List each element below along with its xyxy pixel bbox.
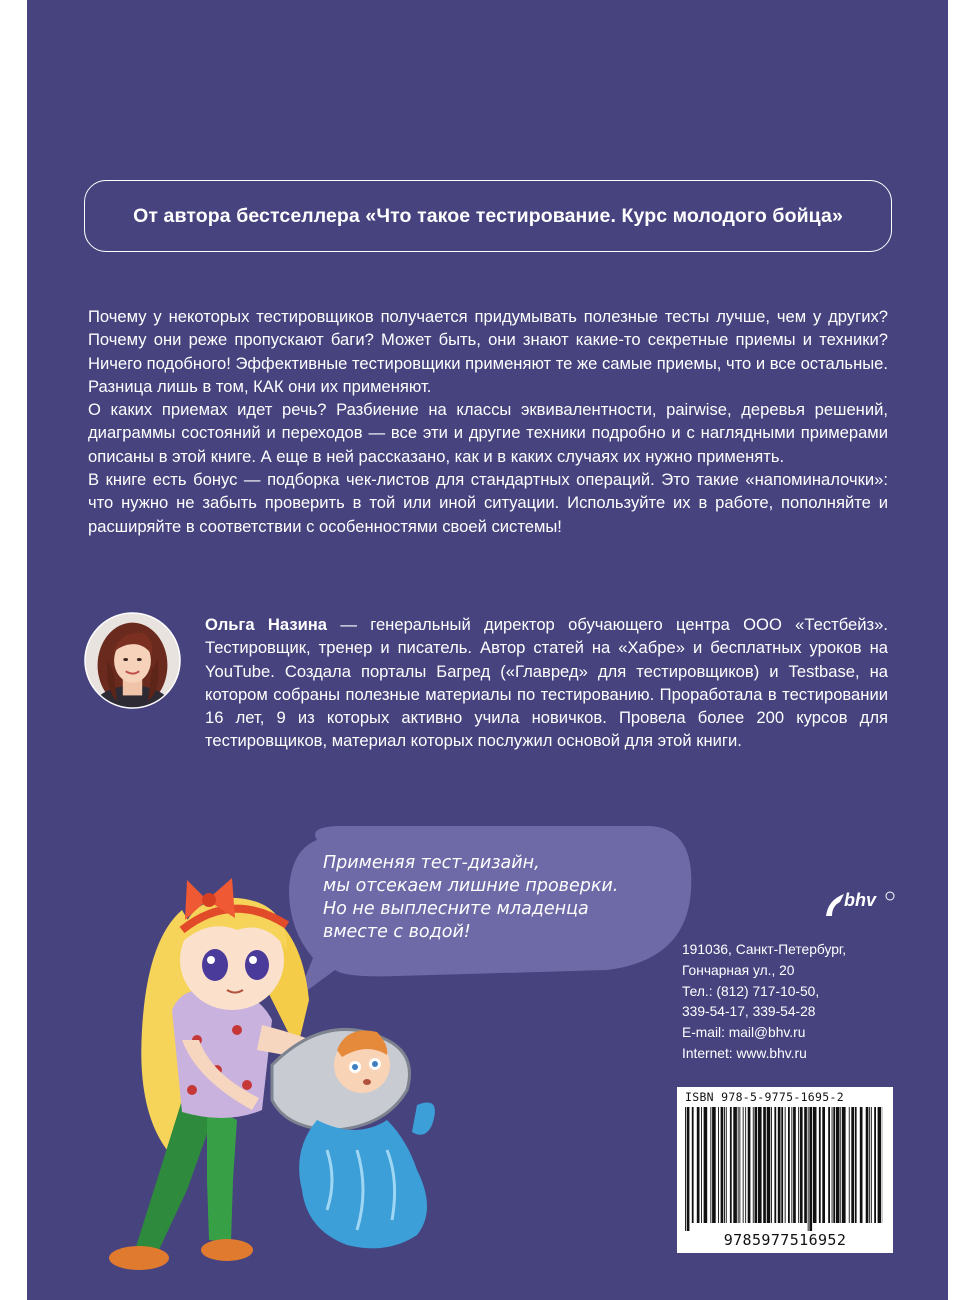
author-bio bbox=[205, 613, 888, 753]
isbn-label: ISBN 978-5-9775-1695-2 bbox=[685, 1090, 844, 1104]
barcode-bar bbox=[819, 1107, 821, 1223]
barcode-bar bbox=[808, 1107, 809, 1231]
address-line-3: Тел.: (812) 717-10-50, bbox=[682, 983, 820, 999]
barcode-bar bbox=[822, 1107, 825, 1223]
bestseller-banner bbox=[84, 180, 892, 252]
barcode-bar bbox=[860, 1107, 863, 1223]
bubble-line-2: мы отсекаем лишние проверки. bbox=[323, 876, 619, 896]
barcode-bar bbox=[774, 1107, 776, 1223]
barcode-bar bbox=[730, 1107, 732, 1223]
barcode-bar bbox=[800, 1107, 803, 1223]
logo-text: bhv bbox=[844, 890, 877, 910]
author-name: Ольга Назина bbox=[205, 615, 328, 634]
barcode-bar bbox=[791, 1107, 792, 1223]
barcode-bar bbox=[710, 1107, 711, 1223]
barcode-bar bbox=[836, 1107, 840, 1223]
barcode-bar bbox=[781, 1107, 783, 1223]
barcode-bar bbox=[712, 1107, 716, 1223]
barcode-bar bbox=[804, 1107, 807, 1223]
barcode-bar bbox=[788, 1107, 790, 1223]
barcode-bar bbox=[785, 1107, 786, 1223]
barcode-bar bbox=[798, 1107, 799, 1223]
author-photo bbox=[84, 612, 181, 709]
barcode-bar bbox=[748, 1107, 751, 1223]
barcode-bar bbox=[793, 1107, 796, 1223]
barcode-bar bbox=[701, 1107, 702, 1223]
barcode-bar bbox=[726, 1107, 727, 1223]
barcode-bar bbox=[832, 1107, 833, 1223]
barcode-bar bbox=[809, 1107, 812, 1231]
barcode-bar bbox=[866, 1107, 869, 1223]
barcode-bar bbox=[745, 1107, 746, 1223]
description-paragraph-2: О каких приемах идет речь? Разбиение на классы эквивалентности, pairwise, деревья решений, диаграммы состояний и переходов — все эти и другие техники подробно и с наглядными примерами описаны в этой книге. А еще в ней рассказано, как и в каких случаях их нужно применять. bbox=[88, 400, 888, 466]
barcode-bar bbox=[771, 1107, 772, 1223]
banner-text: От автора бестселлера «Что такое тестирование. Курс молодого бойца» bbox=[133, 204, 843, 227]
address-line-2: Гончарная ул., 20 bbox=[682, 962, 795, 978]
barcode-bar bbox=[855, 1107, 857, 1223]
cartoon-illustration bbox=[87, 850, 507, 1270]
barcode-bar bbox=[778, 1107, 781, 1223]
book-description bbox=[88, 305, 888, 538]
barcode-bar bbox=[840, 1107, 841, 1223]
barcode-bar bbox=[767, 1107, 771, 1223]
address-line-4: 339-54-17, 339-54-28 bbox=[682, 1004, 816, 1020]
barcode-bar bbox=[851, 1107, 854, 1223]
barcode-bar bbox=[828, 1107, 830, 1223]
bubble-line-1: Применяя тест-дизайн, bbox=[323, 853, 540, 873]
description-paragraph-3: В книге есть бонус — подборка чек-листов для стандартных операций. Это такие «напоминалочки»: что нужно не забыть проверить в той или иной ситуации. Используйте их в работе, пополняйте и расширяйте в соответствии с особенностями своей системы! bbox=[88, 470, 888, 536]
back-cover bbox=[27, 0, 948, 1300]
barcode-bar bbox=[758, 1107, 762, 1223]
barcode-bar bbox=[739, 1107, 740, 1223]
barcode-bar bbox=[878, 1107, 882, 1223]
barcode-bar bbox=[685, 1107, 686, 1231]
barcode-bar bbox=[687, 1107, 690, 1231]
barcode-bar bbox=[753, 1107, 754, 1223]
barcode-bar bbox=[718, 1107, 719, 1223]
barcode-bar bbox=[733, 1107, 737, 1223]
bubble-line-3: Но не выплесните младенца bbox=[323, 899, 589, 919]
barcode-bar bbox=[869, 1107, 870, 1223]
barcode-bars bbox=[683, 1107, 887, 1231]
bubble-line-4: вместе с водой! bbox=[323, 922, 471, 942]
barcode-bar bbox=[813, 1107, 817, 1223]
barcode-bar bbox=[721, 1107, 724, 1223]
barcode-bar bbox=[697, 1107, 700, 1223]
barcode-bar bbox=[871, 1107, 872, 1223]
barcode-bar bbox=[743, 1107, 744, 1223]
barcode-bar bbox=[842, 1107, 846, 1223]
publisher-address bbox=[682, 940, 902, 1065]
author-bio-text: — генеральный директор обучающего центра ООО «Тестбейз». Тестировщик, тренер и писатель. Автор статей на «Хабре» и бесплатных уроков на YouTube. Создала порталы Багред («Главред» для тестировщиков) и Testbase, на котором собраны полезные материалы по тестированию. Проработала в тестировании 16 лет, 9 из которых активно учила новичков. Провела более 200 курсов для тестировщиков, материал которых послужил основой для этой книги. bbox=[205, 615, 888, 751]
isbn-barcode bbox=[677, 1087, 893, 1253]
address-line-1: 191036, Санкт-Петербург, bbox=[682, 942, 847, 957]
address-line-5: E-mail: mail@bhv.ru bbox=[682, 1025, 806, 1041]
barcode-bar bbox=[755, 1107, 758, 1223]
barcode-bar bbox=[874, 1107, 876, 1223]
barcode-bar bbox=[849, 1107, 850, 1223]
publisher-logo bbox=[822, 880, 897, 920]
description-paragraph-1: Почему у некоторых тестировщиков получается придумывать полезные тесты лучше, чем у других? Почему они реже пропускают баги? Может быть, они знают какие-то секретные приемы и техники? Ничего подобного! Эффективные тестировщики применяют те же самые приемы, что и все остальные. Разница лишь в том, КАК они их применяют. bbox=[88, 307, 888, 396]
barcode-digits: 9785977516952 bbox=[723, 1231, 847, 1249]
barcode-bar bbox=[704, 1107, 708, 1223]
barcode-bar bbox=[738, 1107, 739, 1223]
barcode-bar bbox=[833, 1107, 835, 1223]
barcode-bar bbox=[724, 1107, 725, 1223]
barcode-bar bbox=[763, 1107, 766, 1223]
address-line-6: Internet: www.bhv.ru bbox=[682, 1045, 807, 1061]
barcode-bar bbox=[692, 1107, 694, 1223]
